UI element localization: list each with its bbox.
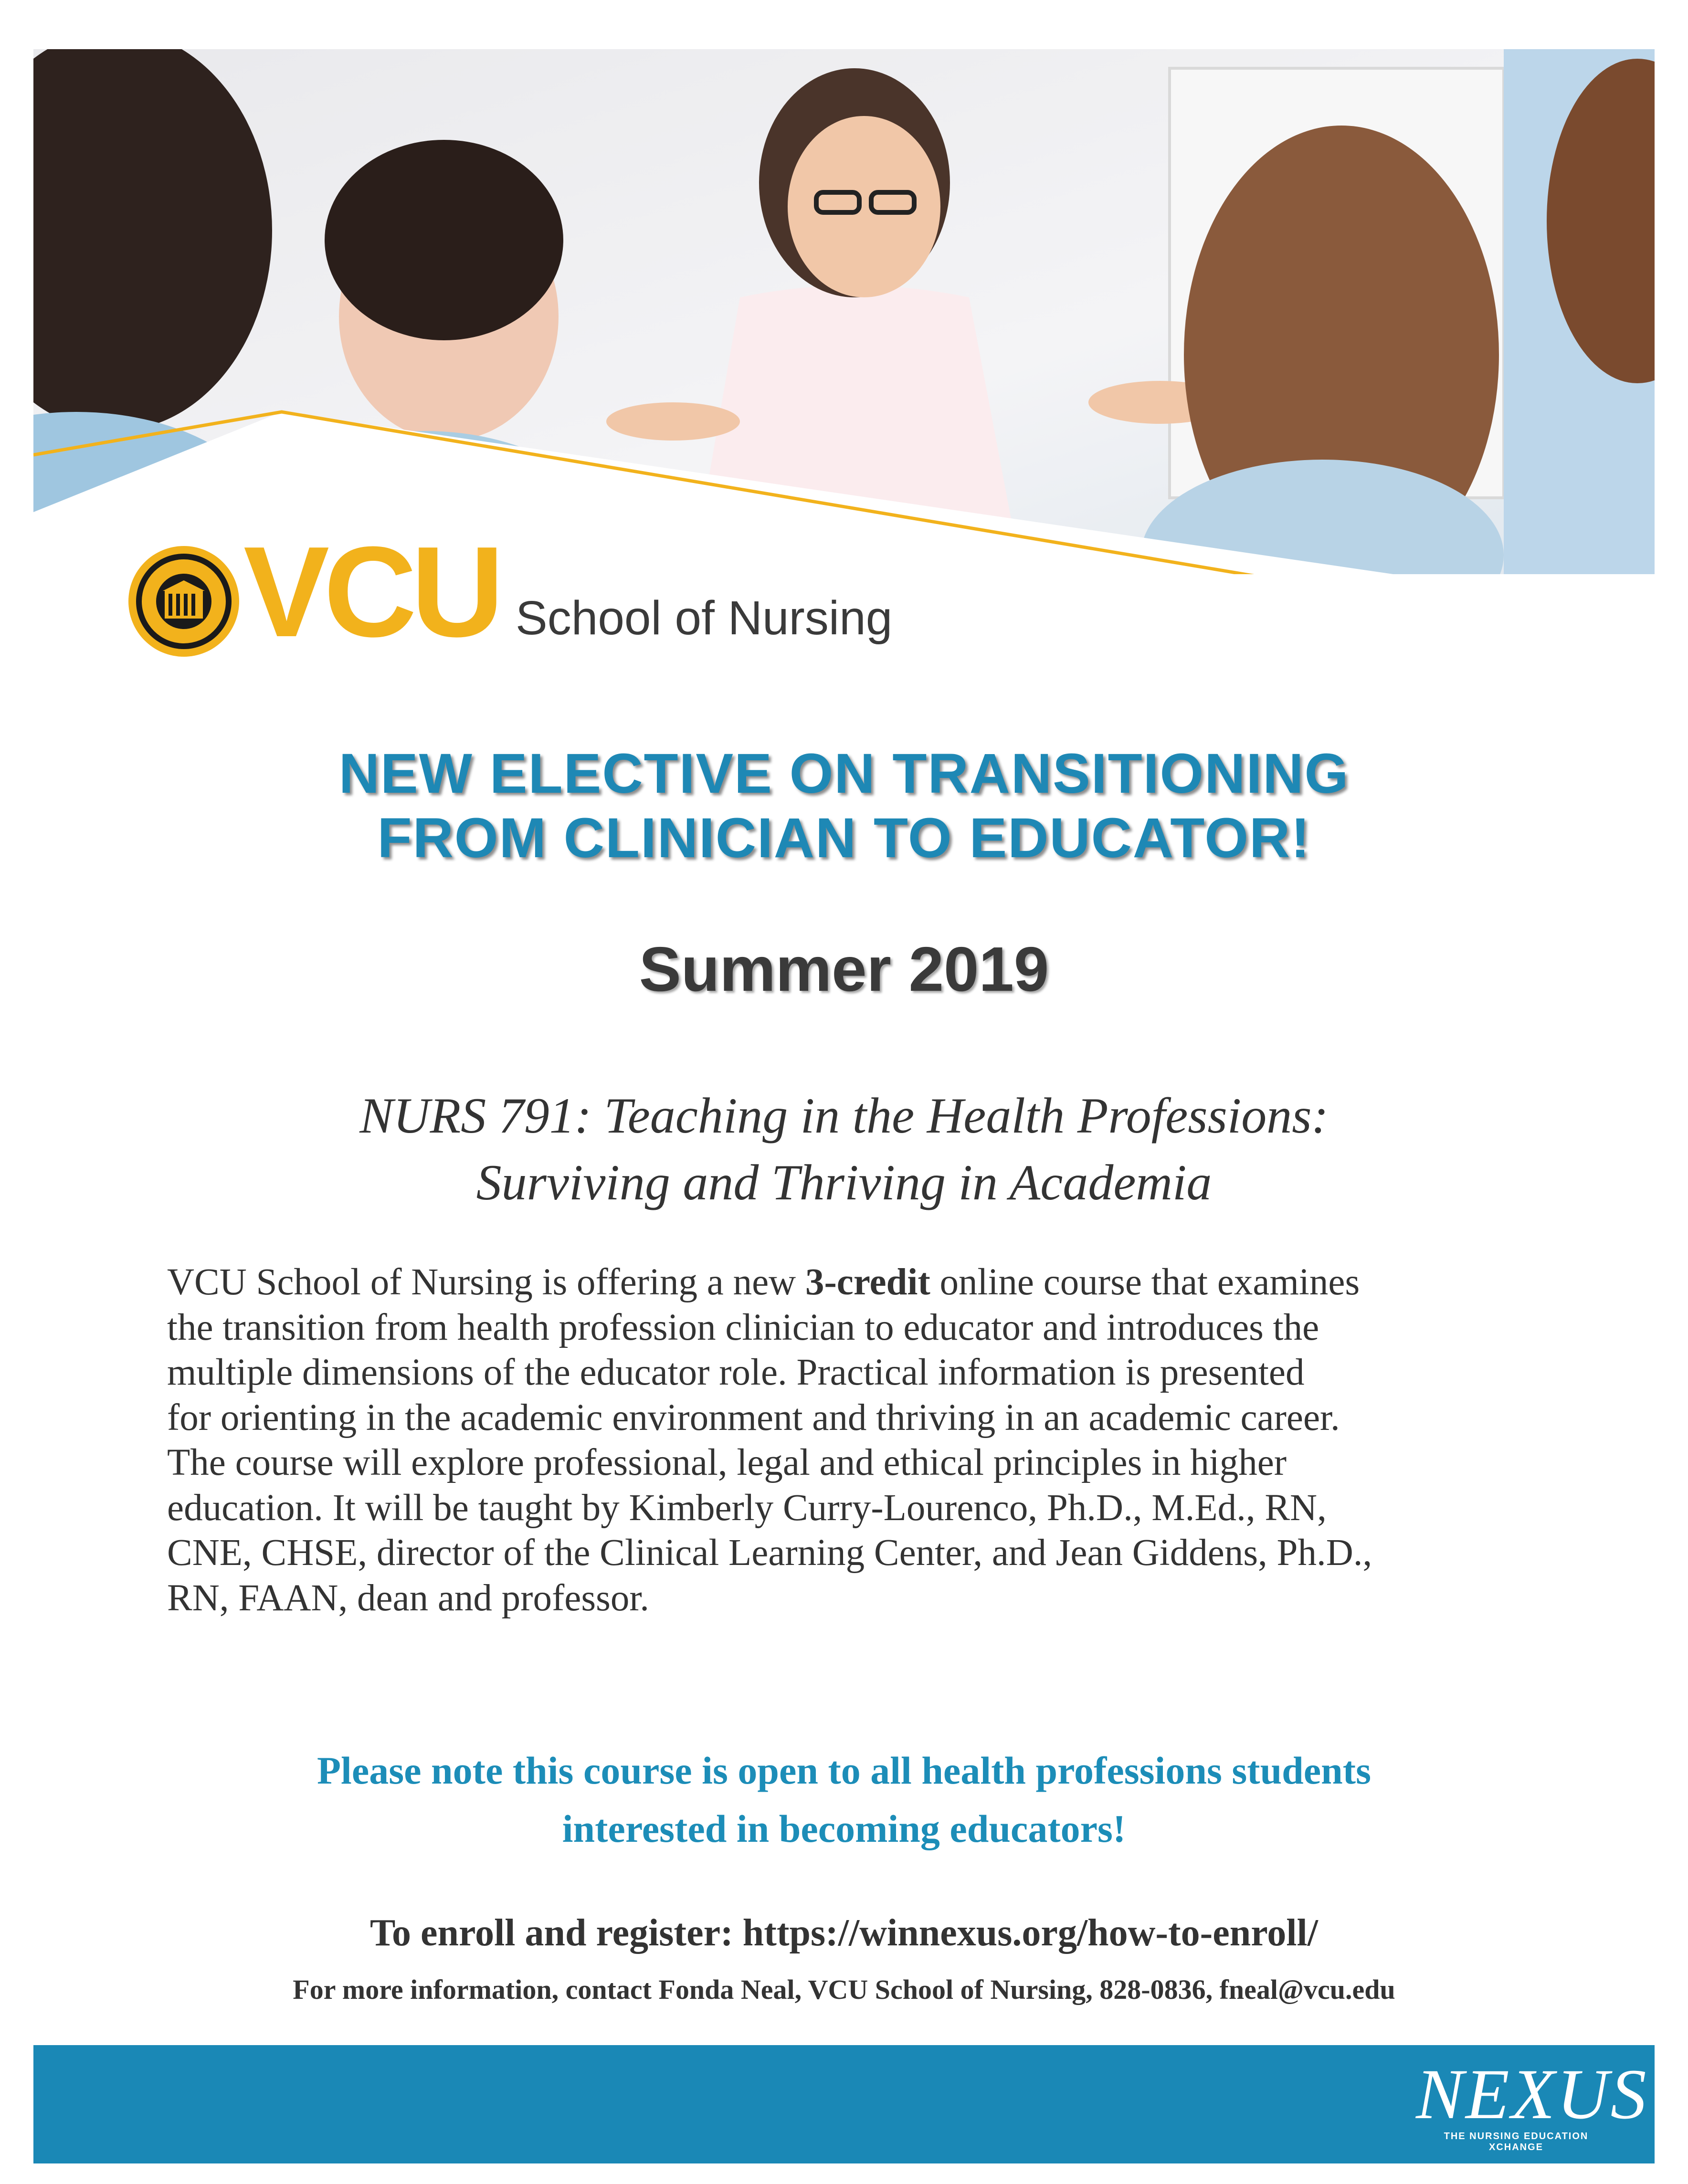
nexus-wordmark: NEXUS <box>1416 2055 1648 2134</box>
credit-emphasis: 3-credit <box>805 1261 930 1303</box>
course-title-line-2: Surviving and Thriving in Academia <box>476 1155 1212 1210</box>
classroom-photo-illustration <box>33 49 1655 574</box>
nexus-logo <box>1416 2055 1648 2154</box>
footer-bar <box>33 2045 1655 2163</box>
contact-info: For more information, contact Fonda Neal, VCU School of Nursing, 828-0836, fneal@vcu.edu <box>293 1974 1395 2005</box>
course-title-line-1: NURS 791: Teaching in the Health Professions: <box>359 1088 1329 1144</box>
open-to-all-note-line-1: Please note this course is open to all health professions students <box>316 1749 1372 1792</box>
hero-photo <box>33 49 1655 574</box>
vcu-nursing-logo <box>127 520 938 664</box>
description-line: VCU School of Nursing is offering a new 3-credit online course that examines <box>167 1261 1360 1303</box>
description-line: multiple dimensions of the educator role. Practical information is presented <box>167 1352 1305 1393</box>
headline-line-1: NEW ELECTIVE ON TRANSITIONING <box>338 742 1350 805</box>
description-line: RN, FAAN, dean and professor. <box>167 1577 650 1619</box>
nexus-tagline: THE NURSING EDUCATION XCHANGE <box>1444 2131 1589 2152</box>
school-name: School of Nursing <box>516 591 893 645</box>
headline-line-2: FROM CLINICIAN TO EDUCATOR! <box>377 807 1311 870</box>
season-title: Summer 2019 <box>639 934 1049 1004</box>
description-line: CNE, CHSE, director of the Clinical Learning Center, and Jean Giddens, Ph.D., <box>167 1532 1372 1574</box>
vcu-seal-icon <box>127 544 241 659</box>
description-line: education. It will be taught by Kimberly Curry-Lourenco, Ph.D., M.Ed., RN, <box>167 1487 1327 1529</box>
description-line: the transition from health profession clinician to educator and introduces the <box>167 1306 1319 1348</box>
course-description <box>167 1260 1542 1621</box>
description-line: for orienting in the academic environment and thriving in an academic career. <box>167 1396 1340 1438</box>
description-line: The course will explore professional, legal and ethical principles in higher <box>167 1442 1287 1483</box>
open-to-all-note-line-2: interested in becoming educators! <box>562 1807 1126 1850</box>
enroll-link-text[interactable]: To enroll and register: https://winnexus.org/how-to-enroll/ <box>369 1912 1318 1954</box>
vcu-wordmark: VCU <box>243 520 499 664</box>
